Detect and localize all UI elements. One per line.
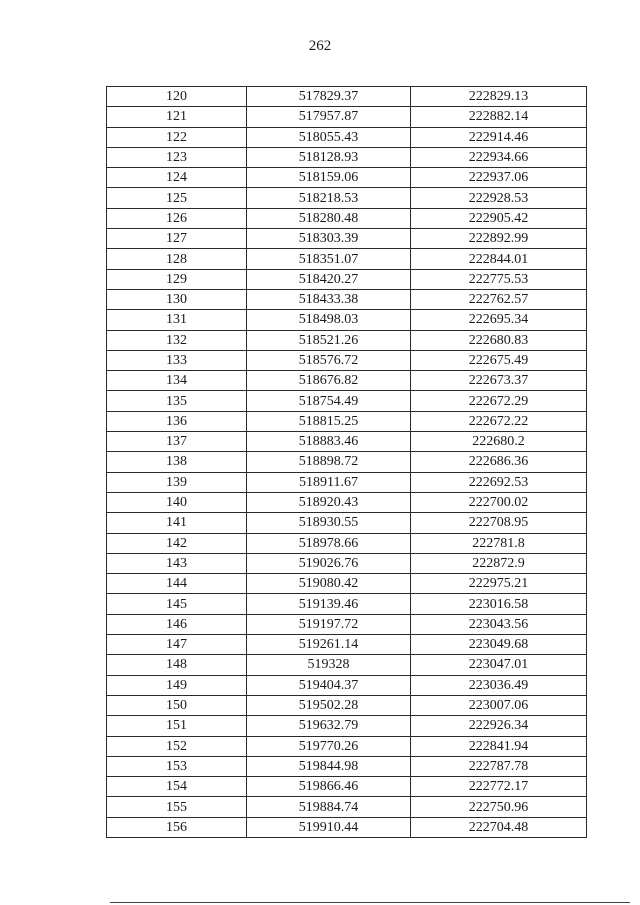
- x-coordinate-cell: 518303.39: [247, 229, 411, 249]
- point-number-cell: 124: [107, 168, 247, 188]
- y-coordinate-cell: 222700.02: [411, 492, 587, 512]
- y-coordinate-cell: 222781.8: [411, 533, 587, 553]
- point-number-cell: 134: [107, 371, 247, 391]
- x-coordinate-cell: 519844.98: [247, 756, 411, 776]
- table-row: [107, 249, 587, 269]
- table-row: [107, 817, 587, 837]
- x-coordinate-cell: 519197.72: [247, 614, 411, 634]
- point-number-cell: 121: [107, 107, 247, 127]
- table-row: [107, 797, 587, 817]
- table-row: [107, 289, 587, 309]
- point-number-cell: 120: [107, 87, 247, 107]
- page-bottom-rule: [110, 902, 630, 903]
- x-coordinate-cell: 519404.37: [247, 675, 411, 695]
- x-coordinate-cell: 518576.72: [247, 350, 411, 370]
- table-row: [107, 594, 587, 614]
- point-number-cell: 137: [107, 432, 247, 452]
- table-row: [107, 635, 587, 655]
- y-coordinate-cell: 222928.53: [411, 188, 587, 208]
- x-coordinate-cell: 519884.74: [247, 797, 411, 817]
- table-row: [107, 736, 587, 756]
- table-row: [107, 269, 587, 289]
- y-coordinate-cell: 222762.57: [411, 289, 587, 309]
- point-number-cell: 135: [107, 391, 247, 411]
- y-coordinate-cell: 222975.21: [411, 574, 587, 594]
- x-coordinate-cell: 518815.25: [247, 411, 411, 431]
- y-coordinate-cell: 223047.01: [411, 655, 587, 675]
- table-row: [107, 553, 587, 573]
- x-coordinate-cell: 519910.44: [247, 817, 411, 837]
- x-coordinate-cell: 518911.67: [247, 472, 411, 492]
- x-coordinate-cell: 519632.79: [247, 716, 411, 736]
- y-coordinate-cell: 222704.48: [411, 817, 587, 837]
- point-number-cell: 156: [107, 817, 247, 837]
- table-row: [107, 168, 587, 188]
- point-number-cell: 122: [107, 127, 247, 147]
- point-number-cell: 143: [107, 553, 247, 573]
- table-row: [107, 127, 587, 147]
- table-row: [107, 350, 587, 370]
- point-number-cell: 149: [107, 675, 247, 695]
- point-number-cell: 126: [107, 208, 247, 228]
- y-coordinate-cell: 222841.94: [411, 736, 587, 756]
- y-coordinate-cell: 222772.17: [411, 777, 587, 797]
- x-coordinate-cell: 517957.87: [247, 107, 411, 127]
- y-coordinate-cell: 223036.49: [411, 675, 587, 695]
- x-coordinate-cell: 519080.42: [247, 574, 411, 594]
- y-coordinate-cell: 222680.83: [411, 330, 587, 350]
- table-row: [107, 513, 587, 533]
- table-row: [107, 330, 587, 350]
- x-coordinate-cell: 518883.46: [247, 432, 411, 452]
- y-coordinate-cell: 222672.29: [411, 391, 587, 411]
- x-coordinate-cell: 518498.03: [247, 310, 411, 330]
- point-number-cell: 150: [107, 695, 247, 715]
- table-row: [107, 107, 587, 127]
- y-coordinate-cell: 222775.53: [411, 269, 587, 289]
- y-coordinate-cell: 222695.34: [411, 310, 587, 330]
- y-coordinate-cell: 222708.95: [411, 513, 587, 533]
- point-number-cell: 142: [107, 533, 247, 553]
- y-coordinate-cell: 222844.01: [411, 249, 587, 269]
- y-coordinate-cell: 222750.96: [411, 797, 587, 817]
- x-coordinate-cell: 518521.26: [247, 330, 411, 350]
- x-coordinate-cell: 518930.55: [247, 513, 411, 533]
- x-coordinate-cell: 518159.06: [247, 168, 411, 188]
- point-number-cell: 148: [107, 655, 247, 675]
- table-row: [107, 574, 587, 594]
- point-number-cell: 129: [107, 269, 247, 289]
- x-coordinate-cell: 518676.82: [247, 371, 411, 391]
- x-coordinate-cell: 518420.27: [247, 269, 411, 289]
- point-number-cell: 125: [107, 188, 247, 208]
- x-coordinate-cell: 519770.26: [247, 736, 411, 756]
- point-number-cell: 144: [107, 574, 247, 594]
- table-row: [107, 208, 587, 228]
- point-number-cell: 139: [107, 472, 247, 492]
- table-row: [107, 411, 587, 431]
- y-coordinate-cell: 223049.68: [411, 635, 587, 655]
- table-row: [107, 147, 587, 167]
- page-number: 262: [308, 38, 332, 54]
- y-coordinate-cell: 223016.58: [411, 594, 587, 614]
- x-coordinate-cell: 518055.43: [247, 127, 411, 147]
- x-coordinate-cell: 518351.07: [247, 249, 411, 269]
- table-row: [107, 188, 587, 208]
- y-coordinate-cell: 222872.9: [411, 553, 587, 573]
- point-number-cell: 128: [107, 249, 247, 269]
- table-row: [107, 310, 587, 330]
- table-row: [107, 432, 587, 452]
- x-coordinate-cell: 518433.38: [247, 289, 411, 309]
- y-coordinate-cell: 222829.13: [411, 87, 587, 107]
- y-coordinate-cell: 222914.46: [411, 127, 587, 147]
- point-number-cell: 151: [107, 716, 247, 736]
- y-coordinate-cell: 222937.06: [411, 168, 587, 188]
- y-coordinate-cell: 223007.06: [411, 695, 587, 715]
- x-coordinate-cell: 519026.76: [247, 553, 411, 573]
- table-row: [107, 371, 587, 391]
- y-coordinate-cell: 223043.56: [411, 614, 587, 634]
- x-coordinate-cell: 519328: [247, 655, 411, 675]
- point-number-cell: 154: [107, 777, 247, 797]
- x-coordinate-cell: 518128.93: [247, 147, 411, 167]
- x-coordinate-cell: 518898.72: [247, 452, 411, 472]
- table-row: [107, 777, 587, 797]
- table-row: [107, 614, 587, 634]
- y-coordinate-cell: 222692.53: [411, 472, 587, 492]
- y-coordinate-cell: 222672.22: [411, 411, 587, 431]
- x-coordinate-cell: 519866.46: [247, 777, 411, 797]
- x-coordinate-cell: 518280.48: [247, 208, 411, 228]
- y-coordinate-cell: 222686.36: [411, 452, 587, 472]
- x-coordinate-cell: 518978.66: [247, 533, 411, 553]
- x-coordinate-cell: 518218.53: [247, 188, 411, 208]
- table-row: [107, 655, 587, 675]
- table-row: [107, 756, 587, 776]
- point-number-cell: 131: [107, 310, 247, 330]
- table-row: [107, 675, 587, 695]
- table-row: [107, 472, 587, 492]
- point-number-cell: 123: [107, 147, 247, 167]
- point-number-cell: 146: [107, 614, 247, 634]
- point-number-cell: 127: [107, 229, 247, 249]
- x-coordinate-cell: 518920.43: [247, 492, 411, 512]
- point-number-cell: 145: [107, 594, 247, 614]
- point-number-cell: 132: [107, 330, 247, 350]
- table-row: [107, 87, 587, 107]
- point-number-cell: 130: [107, 289, 247, 309]
- x-coordinate-cell: 519139.46: [247, 594, 411, 614]
- point-number-cell: 133: [107, 350, 247, 370]
- point-number-cell: 152: [107, 736, 247, 756]
- table-row: [107, 452, 587, 472]
- point-number-cell: 153: [107, 756, 247, 776]
- table-row: [107, 533, 587, 553]
- table-row: [107, 391, 587, 411]
- point-number-cell: 155: [107, 797, 247, 817]
- point-number-cell: 147: [107, 635, 247, 655]
- y-coordinate-cell: 222673.37: [411, 371, 587, 391]
- point-number-cell: 136: [107, 411, 247, 431]
- point-number-cell: 141: [107, 513, 247, 533]
- table-row: [107, 229, 587, 249]
- point-number-cell: 138: [107, 452, 247, 472]
- y-coordinate-cell: 222787.78: [411, 756, 587, 776]
- x-coordinate-cell: 519502.28: [247, 695, 411, 715]
- x-coordinate-cell: 518754.49: [247, 391, 411, 411]
- y-coordinate-cell: 222926.34: [411, 716, 587, 736]
- y-coordinate-cell: 222882.14: [411, 107, 587, 127]
- y-coordinate-cell: 222675.49: [411, 350, 587, 370]
- x-coordinate-cell: 517829.37: [247, 87, 411, 107]
- x-coordinate-cell: 519261.14: [247, 635, 411, 655]
- y-coordinate-cell: 222905.42: [411, 208, 587, 228]
- y-coordinate-cell: 222680.2: [411, 432, 587, 452]
- table-row: [107, 716, 587, 736]
- table-row: [107, 492, 587, 512]
- table-row: [107, 695, 587, 715]
- y-coordinate-cell: 222934.66: [411, 147, 587, 167]
- y-coordinate-cell: 222892.99: [411, 229, 587, 249]
- point-number-cell: 140: [107, 492, 247, 512]
- coordinate-table-body: [107, 87, 587, 838]
- coordinate-table: [106, 86, 587, 838]
